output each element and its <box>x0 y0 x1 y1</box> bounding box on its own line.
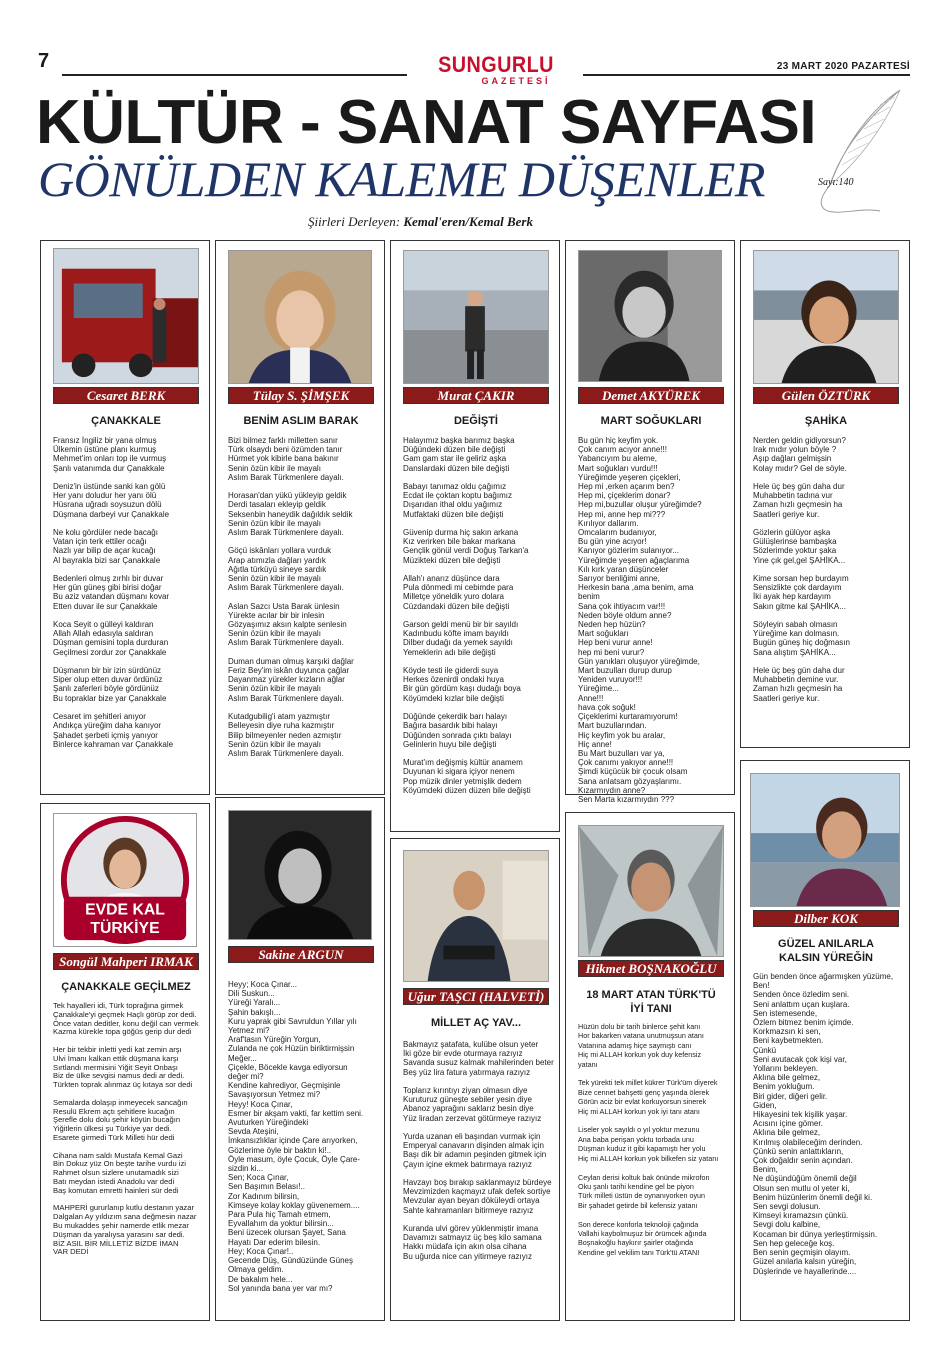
poem-title-canakkale: ÇANAKKALE <box>91 415 161 427</box>
credit-name: Kemal'eren/Kemal Berk <box>403 214 533 229</box>
author-band-cesaret-berk: Cesaret BERK <box>53 387 199 404</box>
credit-prefix: Şiirleri Derleyen: <box>308 214 404 229</box>
poem-text-dilber-kok: Gün benden önce ağarmışken yüzüme, Ben! Senden önce özledim seni. Seni anlattım uçan kuşlara. Sen istemesende, Özlem bitmez benim içimde. Korkmazsın ki sen, Beni kaybetmekten. Çünkü Seni avutacak çok kişi var, Yollarını bekleyen. Aklına bile gelmez, Benim yokluğum. Biri gider, diğeri gelir. Giden, Hikayesini tek kişilik yaşar. Acısını içine gömer. Aklına bile gelmez, Kırılmış olabileceğim derinden. Çünkü senin anlattıkların, Çok doğaldır senin açından. Benim, Ne düşündüğüm önemli değil Olsun sen mutlu ol yeter ki, Benim hüzünlerim önemli değil ki. Sen sevgi dolusun. Kimseyi kıramazsın çünkü. Sevgi dolu kalbine, Kocaman bir dünya yerleştirmişsin. Sen hep geleceğe koş. Ben senin geçmişin olayım. Güzel anılarla kalsın yüreğin, Düşlerinde ve hayallerinde.... <box>753 972 894 1276</box>
photo-ugur-tasci <box>403 850 549 982</box>
caption-line-1: EVDE KAL <box>85 901 165 919</box>
photo-songul-mahperi-irmak <box>53 813 197 947</box>
page-subtitle: GÖNÜLDEN KALEME DÜŞENLER <box>38 151 765 207</box>
poem-text-hikmet-bosnakoglu: Hüzün dolu bir tarih binlerce şehit kanı Hor bakarken vatana unutmuşsun atanı Vatanına adamış hiçe saymıştı canı Hiç mi ALLAH korkun yok duy kefensiz yatanı Tek yürekti tek millet kükrer Türk'üm diyerek Bize cennet bahşetti genç yaşında ölerek Görün aciz bir evlat korkuyorsun sinerek Hiç mi ALLAH korkun yok iyi tanı atanı Liseler yok sayıldı o yıl yoktur mezunu Ana baba perişan yoktu torbada unu Düşman kuduz it gibi kapamıştı her yolu Hiç mi ALLAH korkun yok bilkefen siz yatanı Ceylan derisi koltuk bak önünde mikrofon Oku şanlı tarihi kendine gel be piyon Türk milleti üstün de oynanıyorken oyun Bir şahadet getirde bil kefensiz yatanı Son derece konforla teknoloji çağında Vallahi kaybolmuşuz bir örümcek ağında Boşnakoğlu haykırır şairler otağında Kendine gel vekilim tanı Türk'tü ATANI <box>578 1022 719 1257</box>
poem-title-canakkale-gecilmez: ÇANAKKALE GEÇİLMEZ <box>61 981 191 993</box>
issue-date: 23 MART 2020 PAZARTESİ <box>776 61 910 72</box>
poem-title-mart-soguklari: MART SOĞUKLARI <box>600 415 702 427</box>
issue-number: Sayı:140 <box>818 177 854 188</box>
newspaper-logo <box>420 54 572 86</box>
photo-cesaret-berk <box>53 248 199 384</box>
header-rule-left <box>62 74 407 76</box>
photo-tulay-simsek <box>228 250 372 384</box>
author-band-murat-cakir: Murat ÇAKIR <box>403 387 549 404</box>
author-band-gulen-ozturk: Gülen ÖZTÜRK <box>753 387 899 404</box>
photo-murat-cakir <box>403 250 549 384</box>
photo-dilber-kok <box>750 773 900 907</box>
poem-title-18-mart: 18 MART ATAN TÜRK'TÜ İYİ TANI <box>586 989 716 1015</box>
author-band-dilber-kok: Dilber KOK <box>753 910 899 927</box>
author-band-demet-akyurek: Demet AKYÜREK <box>578 387 724 404</box>
poem-title-degisti: DEĞİŞTİ <box>453 415 498 427</box>
poem-text-sakine-argun: Heyy; Koca Çınar... Dili Suskun... Yüreği Yaralı... Şahin bakışlı... Kuru yaprak gibi Savruldun Yıllar yılı Yetmez mi? Araf'tasın Yüreğin Yorgun, Zulanda ne çok Hüzün biriktirmişsin Meğer... Çiçekle, Böcekle kavga ediyorsun değer mi? Kendine kahrediyor, Geçmişinle Savaşıyorsun Yetmez mi? Heyy! Koca Çınar, Esmer bir akşam vakti, far kettim seni. Avuturken Yüreğindeki Sevda Ateşini, İmkansızlıklar içinde Çare arıyorken, Gözlerime öyle bir baktın ki!.. Öyle masum, öyle Çocuk, Öyle Çare- sizdin ki... Sen; Koca Çınar, Sen Başımın Belası!.. Zor Kadınım bilirsin, Kimseye kolay koklay güvenemem.... Para Pula hiç Tamah etmem, Eyvallahım da yoktur bilirsin... Beni üzecek olursan Şayet, Sana Hayatı Dar ederim bilesin. Hey; Koca Çınar!.. Gecende Düş, Gündüzünde Güneş Olmaya geldim. De bakalım hele... Sol yanında bana yer var mı? <box>228 980 364 1293</box>
feather-quill-icon <box>800 85 910 225</box>
page-title: KÜLTÜR - SANAT SAYFASI <box>36 88 817 157</box>
poem-text-tulay-simsek: Bizi bilmez farklı milletten sanır Türk olsaydı beni özümden tanır Hürmet yok kibirle bana bakınır Senin özün kibir ile mayalı Aslım Barak Türkmenlere dayalı. Horasan'dan yükü yükleyip geldik Derdi tasaları ekleyip geldik Seksenbin haneydik dağıldık seldik Senin özün kibir ile mayalı Aslım Barak Türkmenlere dayalı. Göçü iskânları yollara vurduk Arap atımızla dağları yardık Ağıtla türküyü sineye sardık Senin özün kibir ile mayalı Aslım Barak Türkmenlere dayalı. Aslan Sazcı Usta Barak ünlesin Yürekte acılar bir bir inlesin Gözyaşımız aksın kalpte senlesin Senin özün kibir ile mayalı Aslım Barak Türkmenlere dayalı. Duman duman olmuş karşıki dağlar Feriz Bey'im iskân duyunca çağlar Dayanmaz yürekler kızların ağlar Senin özün kibir ile mayalı Aslım Barak Türkmenlere dayalı. Kutadgubilig'i atam yazmıştır Belleyesin diye ruha kazmıştır Bilip bilmeyenler neden azmıştır Senin özün kibir ile mayalı Aslım Barak Türkmenlere dayalı. <box>228 436 354 758</box>
author-band-hikmet-bosnakoglu: Hikmet BOŞNAKOĞLU <box>578 960 724 977</box>
poem-title-guzel-anilarla: GÜZEL ANILARLA KALSIN YÜREĞİN <box>778 938 874 964</box>
poem-text-songul-mahperi-irmak: Tek hayalleri idi, Türk toprağına girmek Çanakkale'yi geçmek Haçlı görüp zor dedi. Önce vatan deditler, konu değil can vermek Kazma kürekle topa göğüs gerip dur dedi Her bir tekbir inletti yedi kat zemin arşı Ulvi İmanı kalkan ettik düşmana karşı Sırtlandı mermisini Yiğit Seyit Onbaşı Biz de ülke sevgisi namus dedi ar dedi. Türkten toprak alınmaz üç kıtaya sor dedi Semalarda dolaşıp inmeyecek sancağın Resulü Ekrem açtı şehitlere kucağın Şerefle dolu dolu şehir köyün bucağın Yiğitlerin ülkesi şu Türkiye yar dedi. Esarete girmedi Türk Milleti hür dedi Cihana nam saldı Mustafa Kemal Gazi Bin Dokuz yüz On beşte tarihe vurdu izi Rahmet olsun sizlere unutamadık sizi Batı meydan istedi Anadolu var dedi Baş komutan emretti hainleri sür dedi MAHPERİ gururlanıp kutlu destanın yazar Dalgalan Ay yıldızım sana değmesin nazar Bu mukaddes şehir namerde etlik mezar Düşman da yaralıysa yarasını sar dedi. BİZ ASIL BİR MİLLETİZ BİZDE İMAN VAR DEDİ <box>53 1001 199 1257</box>
poem-title-millet-ac-yav: MİLLET AÇ YAV... <box>430 1017 522 1029</box>
photo-sakine-argun <box>228 810 372 940</box>
caption-line-2: TÜRKİYE <box>90 920 160 938</box>
poem-title-benim-aslim-barak: BENİM ASLIM BARAK <box>243 415 359 427</box>
photo-gulen-ozturk <box>753 250 899 384</box>
poem-text-gulen-ozturk: Nerden geldin gidiyorsun? Irak mıdır yolun böyle ? Aşıp dağları gelmişsin Kolay mıdır? Gel de söyle. Hele üç beş gün daha dur Muhabbetin tadına vur Zaman hızlı geçmesin ha Saatleri geriye kur. Gözlerin gülüyor aşka Gülüşlerinse bambaşka Sözlerimde yoktur şaka Yine çık gel,gel ŞAHİKA... Kime sorsan hep burdayım Sensizlikte çok dardayım İki ayak hep kardayım Sakın gitme kal ŞAHİKA... Söyleyin sabah olmasın Yüreğime kan dolmasın. Bugün güneş hiç doğmasın Sana alıştım ŞAHİKA... Hele üç beş gün daha dur Muhabbetin demine vur. Zaman hızlı geçmesin ha Saatleri geriye kur. <box>753 436 850 703</box>
poem-title-sahika: ŞAHİKA <box>804 415 848 427</box>
photo-hikmet-bosnakoglu <box>578 825 724 957</box>
author-band-sakine-argun: Sakine ARGUN <box>228 946 374 963</box>
header-rule-right <box>583 74 910 76</box>
poem-text-cesaret-berk: Fransız İngiliz bir yana olmuş Ülkemin üstüne planı kurmuş Mehmet'im onları top ile vurmuş Şanlı vatanımda dur Çanakkale Deniz'in üstünde sanki kan gölü Her yanı doludur her yanı ölü Hüsrana uğradı soysuzun dölü Düşmana darbeyi vur Çanakkale Ne kolu gördüler nede bacağı Vatan için terk ettiler ocağı Nazlı yar bilip de açar kucağı Al bayrakla bizi sar Çanakkale Bedenleri olmuş zırhlı bir duvar Her gün güneş gibi birisi doğar Bu aziz vatandan düşmanı kovar Etten duvar ile sur Çanakkale Koca Seyit o gülleyi kaldıran Allah Allah edasıyla saldıran Düşman gemisini topla durduran Geçilmesi zordur zor Çanakkale Düşmanın bir bir izin sürdünüz Siper olup etten duvar ördünüz Şanlı zaferleri böyle gördünüz Bu topraklar bize yar Çanakkale Cesaret im şehitleri anıyor Andıkça yüreğim daha kanıyor Şahadet şerbeti içmiş yanıyor Binlerce kahraman var Çanakkale <box>53 436 174 749</box>
photo-demet-akyurek <box>578 250 722 382</box>
author-band-tulay-simsek: Tülay S. ŞİMŞEK <box>228 387 374 404</box>
author-band-ugur-tasci: Uğur TAŞCI (HALVETİ) <box>403 988 549 1005</box>
logo-main-text: SUNGURLU <box>438 52 554 77</box>
poem-text-ugur-tasci: Bakmayız şatafata, kulübe olsun yeter İki göze bir evde oturmaya razıyız Savanda susuz kalmak mahilerinden beter Beş yüz lira fatura yatırmaya razıyız Toplarız kırıntıyı ziyan olmasın diye Kuruturuz güneşte sebiler yesin diye Abanoz yaprağını saklarız besin diye Yüz liradan zerzevat götürmeye razıyız Yurda uzanan eli başından vurmak için Emperyal canavarın dişinden almak için Başı dik bir adamın peşinden gitmek için Çayın içine ekmek batırmaya razıyız Havzayı boş bırakıp saklanmayız bürdeye Mevzimizden kaçmayız ufak defek sortiye Mevzular ayan beyan döküleydi ortaya Sahte kahramanları bitirmeye razıyız Kuranda ulvi görev yüklenmiştir imana Davamızı satmayız üç beş kilo samana Hakkı müdafa için akın olsa cihana Bu uğurda nice can yitirmeye razıyız <box>403 1040 554 1261</box>
logo-sub-text: GAZETESİ <box>481 76 551 86</box>
poem-text-demet-akyurek: Bu gün hiç keyfim yok. Çok canım acıyor anne!!! Yabancıyım bu aleme, Mart soğukları vurdu!!! Yüreğimde yeşeren çiçekleri, Hep mi ,erken açarım ben? Hep mi, çiçeklerim donar? Hep mi,buzullar oluşur yüreğimde? Hep mi, anne hep mi??? Kırılıyor dallarım. Omcalarım budanıyor, Bu gün yine acıyor! Kanıyor gözlerim sulanıyor... Yüreğimde yeşeren ağaçlarıma Kılı kırk yaran düşünceler Sarıyor benliğimi anne, Herkesin bana ,ama benim, ama benim Sana çok ihtiyacım var!!! Neden böyle oldum anne? Neden hep hüzün? Mart soğukları Hep beni vurur anne! hep mi beni vurur? Gün yanıkları oluşuyor yüreğimde, Mart buzulları durup durup Yeniden vuruyor!!! Yüreğime... Anne!!! hava çok soğuk! Çiçeklerimi kurtaramıyorum! Mart buzullarından. Hiç keyfim yok bu aralar, Hiç anne! Bu Mart buzulları var ya, Çok canımı yakıyor anne!!! Şimdi küçücük bir çocuk olsam Sana anlatsam gözyaşlarımı. Kızarmıydın anne? Sen Marta kızarmıydın ??? <box>578 436 702 804</box>
compiler-credit <box>308 214 533 230</box>
page-number: 7 <box>38 50 50 72</box>
author-band-songul-mahperi-irmak: Songül Mahperi IRMAK <box>53 953 199 970</box>
poem-text-murat-cakir: Halayımız başka barımız başka Düğündeki düzen bile değişti Gam gam star ile geliriz aşka Danslardaki düzen bile değişti Babayı tanımaz oldu çağımız Ecdat ile çoktan koptu bağımız Dışarıdan ithal oldu yağımız Mutfaktaki düzen bile değişti Güvenip durma hiç sakın arkana Kız verirken bile bakar markana Gençlik gönül verdi Doğuş Tarkan'a Müzikteki düzen bile değişti Allah'ı anarız düşünce dara Pula dönmedi mi cebimde para Milletçe yöneldik yuro dolara Cüzdandaki düzen bile değişti Garson geldi menü bir bir sayıldı Kadınbudu köfte imam bayıldı Dilber dudağı da yemek sayıldı Yemeklerin adı bile değişti Köyde testi ile giderdi suya Herkes özenirdi ondaki huya Bir gün gördüm kaşı dudağı boya Köyümdeki kızlar bile değişti Düğünde çekerdik barı halayı Bağıra basardık bibi halayı Düğünden sonrada çıktı balayı Gelinlerin huyu bile değişti Murat'ım değişmiş kültür anamem Duyunan ki sigara içiyor nenem Pop müzik dinler yetmişlik dedem Köyümdeki düzen düzen bile değişti <box>403 436 531 795</box>
